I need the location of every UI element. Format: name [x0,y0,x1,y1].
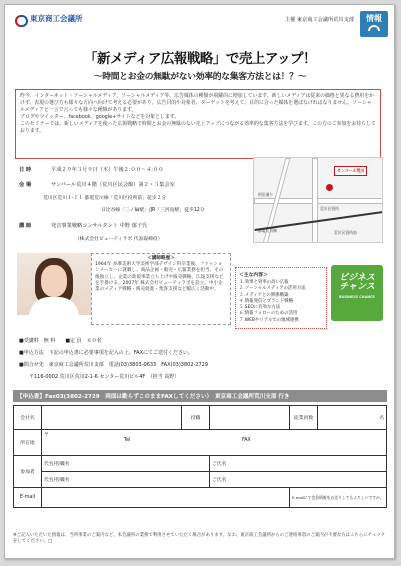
contents-list [239,280,323,324]
intro-paragraph: このセミナーでは、新しいメディアを使った広報戦略で時間とお金の無駄のない売上アップにつながる効率的な集客方法を学びます。この方のご参加をお待ちしております。 [20,120,376,134]
date-label: 日 時 [19,167,32,173]
lecturer-company: （株式会社ビューティラボ 代表取締役） [75,237,163,242]
attendee-name-label: ご氏名 [212,478,227,483]
attendee-1-role[interactable] [42,456,210,472]
contents-item: ３.メディアとの関係構築 [239,292,289,298]
email-field[interactable] [42,488,290,508]
address-label: 所在地 [14,430,42,456]
chamber-logo [15,13,83,24]
venue-label: 会 場 [19,182,32,188]
venue-row [19,182,175,189]
contents-item: ２.ソーシャルメディアの活用方法 [239,286,306,292]
attendee-role-label: 氏名/役職名 [44,478,70,483]
map-pin-icon [326,184,333,191]
contents-item: ７.WEBやリアルでの地域連携 [239,317,299,323]
lecturer-label: 講 師 [19,223,32,229]
map-road [312,158,318,243]
attendee-role-label: 氏名/役職名 [44,462,70,467]
flyer-page [4,4,395,559]
email-note: E-mailにて会員情報をお送りしてもよろしいですか。 [290,488,387,508]
venue-access: 日比谷線「三ノ輪駅」/JR「三河島駅」徒歩12分 [101,208,205,213]
date-value: 平成２９年３月９日（木）午後２:００～４:００ [51,167,164,173]
email-label: E-mail [14,488,42,508]
fax-label: FAX [241,438,251,443]
contents-item: ４.情報発信とブランド戦略 [239,298,294,304]
contents-item: １.効果と効率の高い広報 [239,280,289,285]
contents-item: ５.SEOに有効な方法 [239,305,281,310]
lecturer-row [19,223,147,230]
application-form [13,405,387,508]
intro-box [15,89,381,159]
profile-heading: ＜講師略歴＞ [147,256,175,261]
biz-line2: チャンス [339,282,375,293]
page-title: 「新メディア広報戦略」で売上アップ！ [84,51,316,67]
attendee-name-label: ご氏名 [212,462,227,467]
photo-face [41,265,67,297]
application-form-header: 【申込書】Fax03(3802-2729 両面は勤らずこのままFAXしてください） 東京商工会議所荒川支部 行き [13,390,387,402]
attendee-2-role[interactable] [42,472,210,488]
info-badge-label: 情報 [366,14,382,23]
company-field[interactable] [42,406,182,430]
map-venue-label: サンパール荒川 [334,166,367,176]
company-label: 会社名 [14,406,42,430]
employees-label: 従業員数 [290,406,318,430]
map-label: 都電荒川線 [258,228,277,233]
lecturer-value: 発音事業戦略コンサルタント 中野 郁子氏 [51,223,148,229]
chamber-logo-icon [15,14,27,24]
host-text: 主催 東京商工会議所荒川支部 [284,17,354,23]
title-label: 役職 [182,406,210,430]
intro-paragraph: 昨今、インターネット・ソーシャルメディア、ソーシャルメディア等、広告媒体の種類が飛躍的に増加しています。新しいメディアは従来の価格と異なる費用をかけず、表現の選び方も様々な方向へ向けて考える必要があり、広告目的や対象者、ターゲットを考えて、目的に合った媒体を選ばなければなりません。ソーシャルメディアと一言で言っても様々な種類があります。 [20,93,374,113]
access-map [253,157,383,243]
contents-item: ６.情報フォローのための活用 [239,311,298,317]
employees-unit: 名 [379,416,384,421]
footer-notes: ※ご記入いただいた情報は、当所事業のご案内など、本会議所の業務で利用させていただく場合があります。なお、東京商工会議所からのご連絡事項のご案内が不要な方はこちらにチェックをしてください。□ [13,533,386,544]
lecturer-photo [17,253,91,315]
attendee-1-name[interactable] [210,456,387,472]
page-subtitle: ～時間とお金の無駄がない効率的な集客方法とは！？～ [93,72,307,82]
lecturer-profile [91,253,231,325]
map-label: 荒川区役所前 [334,230,357,235]
title-field[interactable] [210,406,290,430]
contents-heading: ＜主な内容＞ [239,273,268,278]
contact-address: 〒116-0002 荒川区荒川2-1-6 センター荒川ビル4F （担当 高野） [19,374,180,380]
intro-paragraph: ブログやツイッター、facebook、google+サイトなどを対象とします。 [20,113,180,120]
postal-mark: 〒 [44,433,49,438]
map-label: 荒川区役所 [320,206,339,211]
attendee-2-name[interactable] [210,472,387,488]
venue-value: サンパール荒川４階（荒川区民会館）第２・３集会室 [51,182,175,188]
biz-tag: BUSINESS CHANCE [339,294,375,299]
info-badge [360,11,388,37]
business-chance-logo [331,265,383,321]
contents-box [235,267,327,329]
tel-label: Tel [124,438,131,443]
employees-field[interactable] [318,406,387,430]
address-field[interactable] [42,430,387,456]
map-label: 明治通り [258,192,274,197]
venue-address: 荒川区荒川１-１１ 都電荒川線「荒川区役所前」徒歩２分 [43,196,167,201]
fee-line: ■受講料 無 料 ■定 員 ６０名 [19,338,102,344]
apply-method: ■申込方法 下記の申込書に必要事項を記入の上、FAXにてご送付ください。 [19,350,193,356]
photo-body [29,297,79,315]
date-row [19,167,163,174]
logo-text: 東京商工会議所 [30,14,83,23]
attendees-label: 参加者 [14,456,42,488]
contact-line: ■問合せ先 東京商工会議所荒川支部 電話(03)3803-0633 FAX(03)3802-2729 [19,362,209,368]
wifi-icon [368,25,380,31]
profile-text: 1964年 多摩美術大学美術学部デザイン科卒業後、ファッションメーカーに就職し、商品企画・販売・広報業務を担当。その後独立し、企業の新規事業立ち上げや販売戦略、広報支援などを手掛ける。2007年 株式会社ビューティラボを設立。中小企業のメディア戦略・販売促進・集客支援など幅広く活動中。 [95,262,224,292]
biz-line1: ビジネス [339,273,375,283]
